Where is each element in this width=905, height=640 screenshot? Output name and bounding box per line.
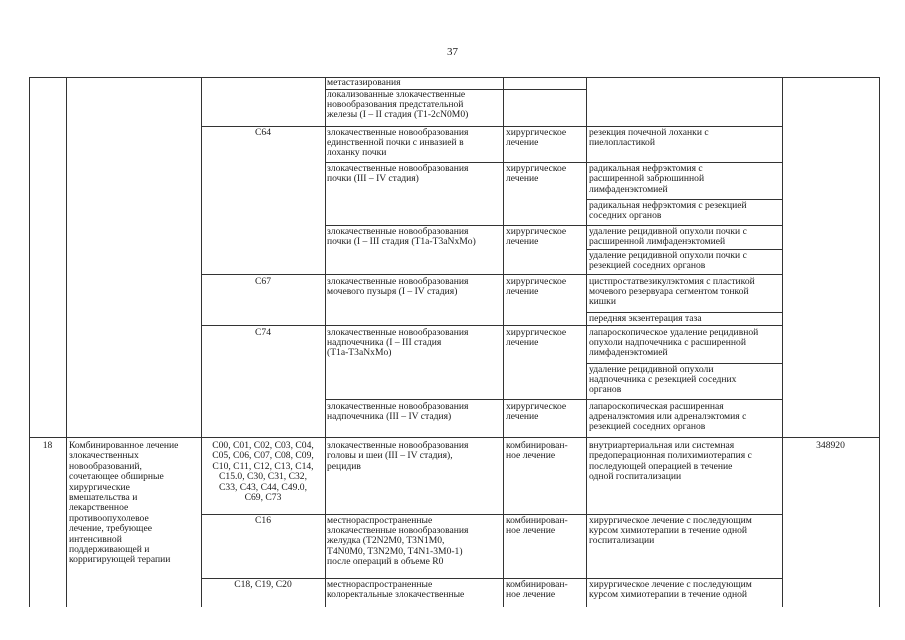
diagnosis-text: злокачественные новообразования [327, 326, 469, 338]
treatment-method: внутриартериальная или системная [589, 440, 735, 451]
treatment-type: ное лечение [506, 524, 556, 536]
table-rule [201, 325, 782, 326]
diagnosis-text: желудка (T2N2M0, T3N1M0, [327, 535, 445, 547]
care-type-name: лекарственное [69, 502, 129, 514]
table-top-border [29, 77, 879, 78]
treatment-type: лечение [506, 136, 539, 148]
treatment-method: цистпростатвезикулэктомия с пластикой [589, 275, 755, 287]
page-number: 37 [447, 46, 458, 58]
care-type-name: злокачественных [69, 450, 139, 462]
column-rule [503, 77, 504, 607]
treatment-type: комбинирован- [506, 578, 568, 590]
row-number: 18 [42, 440, 53, 451]
treatment-method: расширенной забрюшинной [589, 173, 705, 185]
column-rule [782, 77, 783, 607]
treatment-method: резекция почечной лоханки с [589, 126, 709, 138]
treatment-type: хирургическое [506, 163, 567, 174]
care-type-name: сочетающее обширные [69, 471, 164, 483]
treatment-method: адреналэктомия или адреналэктомия с [589, 410, 747, 422]
treatment-method: последующей операцией в течение [589, 460, 733, 472]
care-type-name: хирургические [69, 481, 130, 493]
treatment-method: курсом химиотерапии в течение одной [589, 524, 748, 536]
care-type-name: Комбинированное лечение [69, 440, 179, 451]
treatment-type: комбинирован- [506, 440, 568, 451]
column-rule [879, 77, 880, 607]
icd-codes: C05, C06, C07, C08, C09, [212, 450, 314, 462]
diagnosis-text: почки (III – IV стадия) [327, 173, 419, 185]
diagnosis-text: единственной почки с инвазией в [327, 136, 464, 148]
treatment-type: лечение [506, 236, 539, 248]
diagnosis-text: почки (I – III стадия (T1a-T3aNxMo) [327, 236, 476, 248]
treatment-method: лапароскопическое удаление рецидивной [589, 326, 759, 338]
icd-codes: C00, C01, C02, C03, C04, [212, 440, 314, 451]
diagnosis-text: злокачественные новообразования [327, 275, 469, 287]
treatment-method: расширенной лимфаденэктомией [589, 236, 726, 248]
table-rule [201, 274, 782, 275]
treatment-method: опухоли надпочечника с расширенной [589, 336, 746, 348]
diagnosis-text: злокачественные новообразования [327, 524, 469, 536]
treatment-method: курсом химиотерапии в течение одной [589, 588, 748, 600]
diagnosis-text: местнораспространенные [327, 514, 433, 526]
column-rule [66, 77, 67, 607]
care-type-name: поддерживающей и [69, 544, 150, 555]
diagnosis-text: злокачественные новообразования [327, 400, 469, 412]
treatment-method: надпочечника с резекцией соседних [589, 373, 737, 385]
icd-code: C18, C19, C20 [234, 578, 292, 590]
care-type-name: вмешательства и [69, 492, 138, 503]
treatment-type: хирургическое [506, 126, 567, 138]
treatment-type: лечение [506, 173, 539, 185]
treatment-type: хирургическое [506, 400, 567, 412]
treatment-method: предоперационная полихимиотерапия с [589, 450, 752, 462]
treatment-type: комбинирован- [506, 514, 568, 526]
treatment-method: радикальная нефрэктомия с резекцией [589, 200, 747, 211]
treatment-method: мочевого резервуара сегментом тонкой [589, 285, 749, 297]
diagnosis-text: злокачественные новообразования [327, 163, 469, 174]
diagnosis-text: злокачественные новообразования [327, 226, 469, 237]
diagnosis-text: (T1a-T3aNxMo) [327, 347, 392, 359]
treatment-method: радикальная нефрэктомия с [589, 163, 703, 174]
care-type-name: корригирующей терапии [69, 554, 171, 566]
treatment-method: госпитализации [589, 535, 655, 547]
diagnosis-text: мочевого пузыря (I – IV стадия) [327, 285, 458, 297]
treatment-type: лечение [506, 410, 539, 422]
treatment-method: хирургическое лечение с последующим [589, 514, 752, 526]
treatment-type: ное лечение [506, 588, 556, 600]
icd-codes: C69, C73 [244, 492, 282, 503]
care-type-name: лечение, требующее [69, 523, 152, 535]
diagnosis-text: злокачественные новообразования [327, 126, 469, 138]
diagnosis-text: злокачественные новообразования [327, 440, 469, 451]
diagnosis-text: T4N0M0, T3N2M0, T4N1-3M0-1) [327, 545, 463, 557]
treatment-method: резекцией соседних органов [589, 260, 706, 272]
treatment-method: лимфаденэктомией [589, 347, 668, 359]
treatment-type: ное лечение [506, 450, 556, 462]
cost-value: 348920 [816, 440, 845, 451]
treatment-method: соседних органов [589, 210, 662, 222]
diagnosis-text: надпочечника (III – IV стадия) [327, 410, 452, 422]
diagnosis-text: колоректальные злокачественные [327, 588, 465, 600]
icd-code: C67 [255, 275, 271, 287]
medical-care-table [29, 77, 879, 607]
treatment-method: одной госпитализации [589, 471, 682, 483]
column-rule [325, 77, 326, 607]
icd-codes: C33, C43, C44, C49.0, [219, 481, 307, 493]
diagnosis-text: надпочечника (I – III стадия [327, 336, 442, 348]
diagnosis-text: железы (I – II стадия (T1-2cN0M0) [327, 109, 469, 121]
icd-code: C16 [255, 514, 271, 526]
diagnosis-text: новообразования предстательной [327, 98, 464, 110]
treatment-type: хирургическое [506, 226, 567, 237]
diagnosis-text: метастазирования [327, 76, 401, 88]
care-type-name: противоопухолевое [69, 512, 149, 524]
treatment-method: органов [589, 384, 622, 396]
diagnosis-text: местнораспространенные [327, 578, 433, 590]
treatment-method: лапароскопическая расширенная [589, 400, 724, 412]
treatment-method: удаление рецидивной опухоли почки с [589, 226, 747, 237]
diagnosis-text: лоханку почки [327, 147, 387, 159]
icd-codes: C15.0, C30, C31, C32, [219, 471, 307, 483]
care-type-name: новообразований, [69, 460, 142, 472]
diagnosis-text: локализованные злокачественные [327, 88, 466, 100]
table-rule [325, 399, 782, 400]
treatment-method: кишки [589, 296, 616, 308]
treatment-type: хирургическое [506, 326, 567, 338]
diagnosis-text: после операций в объеме R0 [327, 556, 444, 568]
diagnosis-text: рецидив [327, 460, 361, 472]
icd-code: C64 [255, 126, 271, 138]
icd-code: C74 [255, 326, 271, 338]
treatment-type: лечение [506, 285, 539, 297]
row-separator [29, 437, 879, 438]
column-rule [201, 77, 202, 607]
column-rule [586, 77, 587, 607]
treatment-type: лечение [506, 336, 539, 348]
diagnosis-text: головы и шеи (III – IV стадия), [327, 450, 453, 462]
treatment-type: хирургическое [506, 275, 567, 287]
treatment-method: удаление рецидивной опухоли [589, 363, 714, 375]
care-type-name: интенсивной [69, 533, 122, 545]
treatment-method: резекцией соседних органов [589, 421, 706, 433]
treatment-method: передняя экзентерация таза [589, 312, 702, 324]
treatment-method: пиелопластикой [589, 136, 655, 148]
treatment-method: лимфаденэктомией [589, 183, 668, 195]
treatment-method: хирургическое лечение с последующим [589, 578, 752, 590]
column-rule [29, 77, 30, 607]
treatment-method: удаление рецидивной опухоли почки с [589, 250, 747, 261]
icd-codes: C10, C11, C12, C13, C14, [212, 460, 314, 472]
